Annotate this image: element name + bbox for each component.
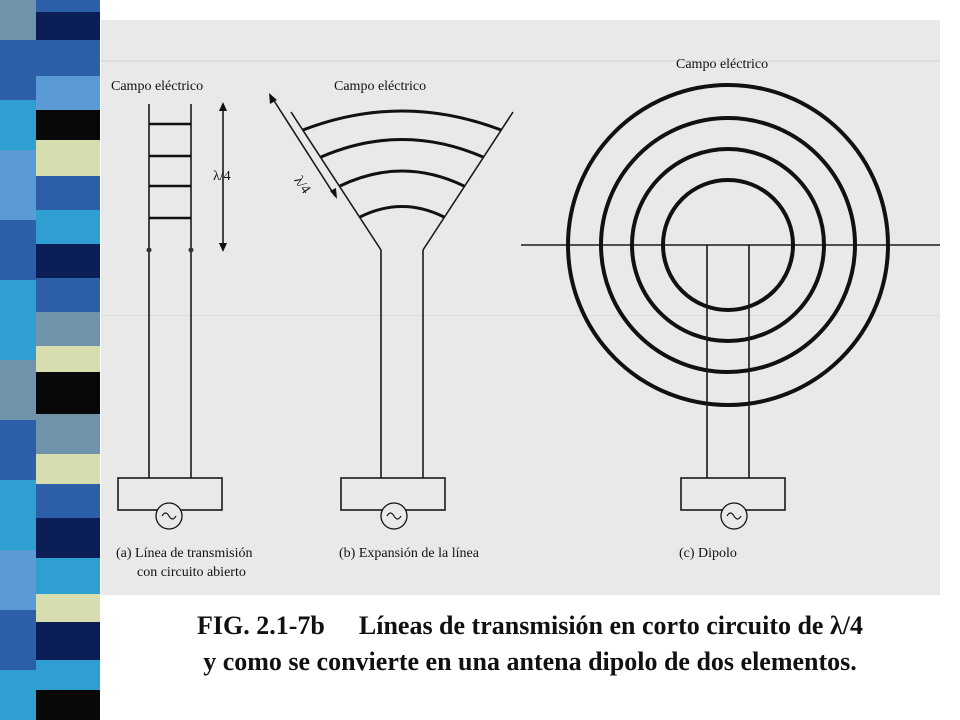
stripe-block	[0, 670, 36, 720]
stripe-block	[0, 420, 36, 480]
stripe-block	[36, 690, 100, 720]
label-electric-field-b: Campo eléctrico	[334, 79, 427, 94]
stripe-block	[0, 40, 36, 100]
stripe-block	[36, 484, 100, 518]
scanned-figure	[101, 20, 940, 595]
arrow-head	[219, 102, 227, 111]
arrow-head	[219, 243, 227, 252]
stripe-block	[36, 110, 100, 140]
caption-c: (c) Dipolo	[679, 546, 737, 561]
stripe-block	[36, 558, 100, 594]
stripe-block	[36, 0, 100, 12]
stripe-block	[36, 76, 100, 110]
stripe-block	[0, 550, 36, 610]
label-electric-field-a: Campo eléctrico	[111, 79, 204, 94]
stripe-block	[0, 220, 36, 280]
stripe-block	[36, 518, 100, 558]
stripe-block	[0, 100, 36, 150]
stripe-block	[0, 610, 36, 670]
caption-line2-text: y como se convierte en una antena dipolo de dos elementos.	[203, 647, 857, 676]
stripe-block	[36, 40, 100, 76]
background-bleed-text	[101, 60, 940, 316]
stripe-block	[36, 622, 100, 660]
stripe-block	[0, 150, 36, 220]
diagram-c	[521, 57, 940, 561]
label-electric-field-c: Campo eléctrico	[676, 57, 769, 72]
stripe-block	[36, 660, 100, 690]
stripe-block	[36, 278, 100, 312]
stripe-block	[36, 414, 100, 454]
stripe-block	[36, 12, 100, 40]
caption-a-line2: con circuito abierto	[137, 565, 246, 580]
caption-line1-text: Líneas de transmisión en corto circuito de λ/4	[358, 611, 863, 640]
stripe-block	[36, 454, 100, 484]
flare-b-right	[423, 112, 513, 250]
figure-caption	[104, 608, 956, 680]
stripe-block	[0, 480, 36, 550]
lambda-label-a: λ/4	[213, 169, 231, 184]
stripe-block	[36, 346, 100, 372]
stripe-block	[36, 210, 100, 244]
field-arc-b	[340, 171, 464, 186]
stripe-block	[36, 140, 100, 176]
diagram-b	[269, 79, 513, 561]
terminal-dot	[189, 248, 194, 253]
caption-b: (b) Expansión de la línea	[339, 546, 479, 561]
terminal-dot	[147, 248, 152, 253]
stripe-block	[36, 372, 100, 414]
caption-a-line1: (a) Línea de transmisión	[116, 546, 253, 561]
figure-id: FIG. 2.1-7b	[197, 611, 325, 640]
stripe-block	[36, 594, 100, 622]
stripe-block	[36, 312, 100, 346]
stripe-block	[36, 244, 100, 278]
stripe-blocks	[0, 0, 100, 720]
decorative-stripe	[0, 0, 100, 720]
field-arc-b	[303, 111, 501, 130]
stripe-block	[0, 0, 36, 40]
field-arc-b	[360, 207, 444, 218]
stripe-block	[36, 176, 100, 210]
stripe-block	[0, 360, 36, 420]
lambda-label-b: λ/4	[290, 173, 313, 197]
diagram-a	[111, 79, 252, 580]
field-arc-b	[321, 140, 483, 158]
stripe-block	[0, 280, 36, 360]
